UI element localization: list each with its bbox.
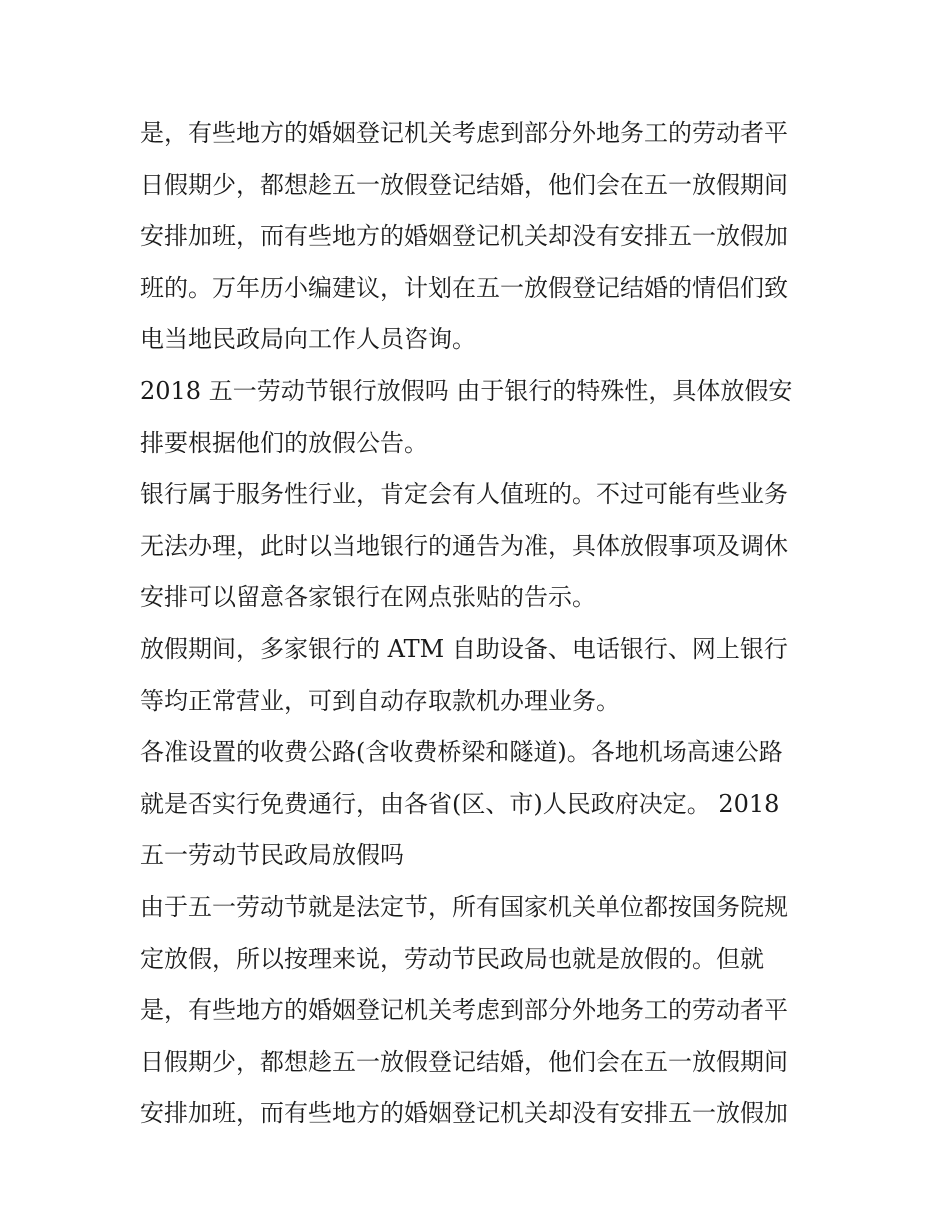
text-line: 各准设置的收费公路(含收费桥梁和隧道)。各地机场高速公路 xyxy=(140,738,783,767)
text-line: 日假期少，都想趁五一放假登记结婚，他们会在五一放假期间 xyxy=(140,1047,788,1076)
text-line: 无法办理，此时以当地银行的通告为准，具体放假事项及调休 xyxy=(140,531,788,560)
text-line: 等均正常营业，可到自动存取款机办理业务。 xyxy=(140,686,620,715)
text-line: 是，有些地方的婚姻登记机关考虑到部分外地务工的劳动者平 xyxy=(140,119,788,147)
text-line: 五一劳动节民政局放假吗 xyxy=(140,841,404,870)
text-line: 安排可以留意各家银行在网点张贴的告示。 xyxy=(140,583,596,612)
paragraph-bank-service xyxy=(140,469,820,624)
text-line: 是，有些地方的婚姻登记机关考虑到部分外地务工的劳动者平 xyxy=(140,996,788,1025)
text-line: 电当地民政局向工作人员咨询。 xyxy=(140,325,476,354)
text-line: 就是否实行免费通行，由各省(区、市)人民政府决定。 2018 xyxy=(140,789,780,818)
text-line: 排要根据他们的放假公告。 xyxy=(140,428,428,457)
paragraph-bank-holiday xyxy=(140,366,820,469)
text-line: 银行属于服务性行业，肯定会有人值班的。不过可能有些业务 xyxy=(140,480,788,509)
paragraph-marriage-registration xyxy=(140,108,820,366)
text-line: 日假期少，都想趁五一放假登记结婚，他们会在五一放假期间 xyxy=(140,170,788,199)
paragraph-toll-roads xyxy=(140,727,820,882)
document-body xyxy=(140,108,820,1140)
text-line: 安排加班，而有些地方的婚姻登记机关却没有安排五一放假加 xyxy=(140,1099,788,1128)
text-line: 安排加班，而有些地方的婚姻登记机关却没有安排五一放假加 xyxy=(140,222,788,251)
paragraph-atm-service xyxy=(140,624,820,727)
text-line: 班的。万年历小编建议，计划在五一放假登记结婚的情侣们致 xyxy=(140,273,788,302)
text-line: 放假期间，多家银行的 ATM 自助设备、电话银行、网上银行 xyxy=(140,634,788,663)
text-line: 2018 五一劳动节银行放假吗 由于银行的特殊性，具体放假安 xyxy=(140,376,793,405)
text-line: 由于五一劳动节就是法定节，所有国家机关单位都按国务院规 xyxy=(140,892,788,921)
text-line: 定放假，所以按理来说，劳动节民政局也就是放假的。但就 xyxy=(140,944,764,973)
paragraph-civil-affairs xyxy=(140,882,820,1140)
